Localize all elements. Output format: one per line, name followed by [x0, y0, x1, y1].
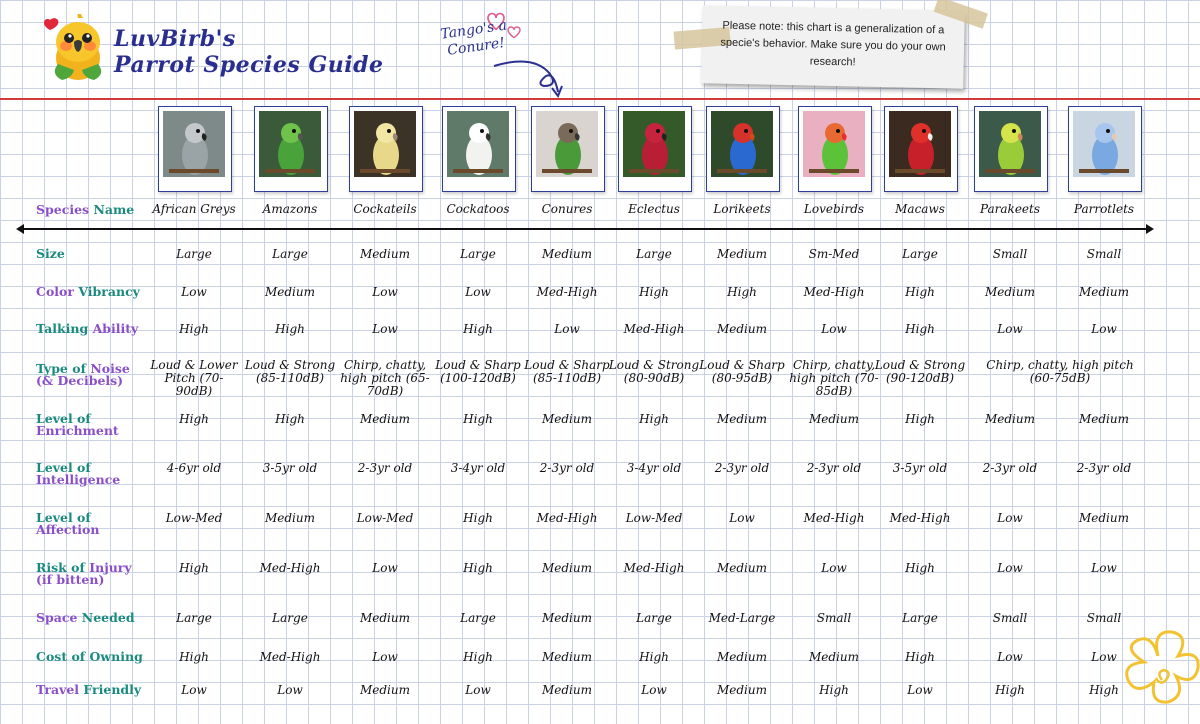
table-cell: Medium [808, 650, 859, 664]
table-cell: Low [1091, 322, 1117, 336]
table-cell: 2-3yr old [1076, 461, 1132, 475]
table-cell: Medium [984, 412, 1035, 426]
row-label-part: Space [36, 610, 78, 625]
parrot-photo-icon [889, 111, 951, 177]
table-cell: 3-4yr old [450, 461, 506, 475]
parrot-photo-icon [979, 111, 1041, 177]
row-label [36, 323, 148, 335]
row-label [36, 462, 148, 486]
species-name: Parakeets [979, 202, 1041, 216]
species-photo [974, 106, 1048, 192]
disclaimer-note [701, 5, 965, 88]
table-cell: 3-5yr old [892, 461, 948, 475]
table-cell: Medium [359, 247, 410, 261]
table-cell: Low [821, 322, 847, 336]
row-label-part: Vibrancy [78, 284, 140, 299]
table-cell: Small [992, 247, 1028, 261]
parrot-photo-icon [536, 111, 598, 177]
table-cell: Medium [716, 683, 767, 697]
table-cell: Medium [1078, 285, 1129, 299]
table-cell: 4-6yr old [166, 461, 222, 475]
row-label [36, 248, 148, 260]
table-cell: High [819, 683, 849, 697]
table-cell: Low [372, 650, 398, 664]
row-label-part: Noise [90, 361, 130, 376]
table-cell: High [727, 285, 757, 299]
table-cell: High [905, 285, 935, 299]
species-photo [798, 106, 872, 192]
row-label-part: (if bitten) [36, 572, 105, 587]
table-cell: Loud & Strong (80-90dB) [608, 358, 700, 385]
table-cell: High [905, 650, 935, 664]
table-cell: Medium [716, 412, 767, 426]
species-photo [884, 106, 958, 192]
table-cell: Low [372, 561, 398, 575]
table-cell: High [275, 322, 305, 336]
table-cell: 3-4yr old [626, 461, 682, 475]
species-photo [442, 106, 516, 192]
parrot-photo-icon [447, 111, 509, 177]
table-cell: Low [641, 683, 667, 697]
table-cell: Low [997, 511, 1023, 525]
parrot-photo-icon [711, 111, 773, 177]
table-cell: Medium [716, 561, 767, 575]
table-cell: High [179, 650, 209, 664]
table-cell: Med-High [623, 322, 685, 336]
table-cell: Loud & Sharp (85-110dB) [524, 358, 610, 385]
row-label-part: (& Decibels) [36, 373, 124, 388]
table-cell: High [995, 683, 1025, 697]
species-name: Parrotlets [1073, 202, 1135, 216]
table-cell: Low-Med [165, 511, 223, 525]
species-name: Cockateils [353, 202, 417, 216]
table-cell: High [179, 322, 209, 336]
red-margin-line [0, 98, 1200, 100]
table-cell: Large [460, 247, 496, 261]
row-label [36, 651, 148, 663]
table-cell: Low [997, 650, 1023, 664]
row-label-part: Injury [89, 560, 132, 575]
table-cell: Medium [984, 285, 1035, 299]
table-cell: Loud & Lower Pitch (70-90dB) [150, 358, 238, 398]
row-label-part: Needed [81, 610, 135, 625]
table-cell: Chirp, chatty, high pitch (70-85dB) [789, 358, 879, 398]
table-cell: High [275, 412, 305, 426]
header-divider [22, 228, 1148, 230]
row-label-part: Level of [36, 460, 91, 475]
table-cell: Large [636, 247, 672, 261]
parrot-photo-icon [259, 111, 321, 177]
row-label-part: Level of [36, 510, 91, 525]
table-cell: Medium [264, 511, 315, 525]
divider-left-arrow-icon [16, 224, 24, 234]
table-cell: High [905, 561, 935, 575]
row-label [36, 562, 148, 586]
table-cell: Med-High [803, 511, 865, 525]
table-cell: High [463, 412, 493, 426]
table-cell: Small [1086, 247, 1122, 261]
row-label-part: Type of [36, 361, 86, 376]
table-cell: Low [465, 683, 491, 697]
row-label [36, 363, 148, 387]
table-cell: Large [902, 611, 938, 625]
parrot-photo-icon [1073, 111, 1135, 177]
row-label-part: Level of [36, 411, 91, 426]
species-name: Eclectus [628, 202, 680, 216]
table-cell: Small [816, 611, 852, 625]
parrot-photo-icon [354, 111, 416, 177]
title-line-2: Parrot Species Guide [114, 52, 384, 78]
table-cell: High [639, 285, 669, 299]
species-photo [254, 106, 328, 192]
species-name: Conures [541, 202, 593, 216]
row-label-part: Size [36, 246, 65, 261]
row-label-part: Ability [92, 321, 139, 336]
row-label-part: Intelligence [36, 472, 121, 487]
divider-right-arrow-icon [1146, 224, 1154, 234]
row-label [36, 612, 148, 624]
table-cell: Large [272, 611, 308, 625]
table-cell: High [463, 650, 493, 664]
table-cell: 2-3yr old [982, 461, 1038, 475]
table-cell: Loud & Strong (85-110dB) [244, 358, 336, 385]
table-cell: Medium [359, 683, 410, 697]
table-cell: High [1089, 683, 1119, 697]
table-cell: Low [729, 511, 755, 525]
table-cell: Low [181, 285, 207, 299]
species-name: African Greys [152, 202, 236, 216]
parrot-photo-icon [623, 111, 685, 177]
table-cell: High [179, 561, 209, 575]
table-cell: Low-Med [625, 511, 683, 525]
table-cell: Low [997, 561, 1023, 575]
species-label-part2: Name [93, 202, 135, 217]
table-cell: High [179, 412, 209, 426]
row-label [36, 413, 148, 437]
table-cell: Medium [541, 561, 592, 575]
table-cell: Low [997, 322, 1023, 336]
disclaimer-text: Please note: this chart is a generalization of a specie's behavior. Make sure you do your own research! [720, 19, 946, 69]
table-cell: Low [372, 285, 398, 299]
row-label [36, 684, 148, 696]
species-name: Lorikeets [713, 202, 771, 216]
species-name-header [36, 202, 134, 217]
table-cell: Medium [541, 683, 592, 697]
table-cell: Medium [541, 247, 592, 261]
table-cell: High [463, 511, 493, 525]
table-cell: Loud & Strong (90-120dB) [874, 358, 966, 385]
tango-note: Tango's a Conure! [439, 17, 508, 59]
table-cell: Med-High [259, 650, 321, 664]
table-cell: Medium [541, 412, 592, 426]
table-cell: 2-3yr old [714, 461, 770, 475]
flower-doodle-icon [1114, 626, 1200, 720]
row-label-part: Friendly [83, 682, 142, 697]
table-cell: Low-Med [356, 511, 414, 525]
species-photo [531, 106, 605, 192]
table-cell: Medium [716, 247, 767, 261]
row-label [36, 286, 148, 298]
parrot-photo-icon [163, 111, 225, 177]
curved-arrow-icon [490, 56, 570, 104]
title-line-1: LuvBirb's [114, 26, 236, 52]
table-cell: Loud & Sharp (100-120dB) [435, 358, 521, 385]
row-label-part: Talking [36, 321, 89, 336]
table-cell: 3-5yr old [262, 461, 318, 475]
species-photo [618, 106, 692, 192]
table-cell: Chirp, chatty, high pitch (65-70dB) [340, 358, 430, 398]
table-cell: Medium [1078, 511, 1129, 525]
table-cell: Medium [359, 611, 410, 625]
table-cell: Medium [541, 650, 592, 664]
table-cell: Low [372, 322, 398, 336]
species-name: Amazons [262, 202, 318, 216]
species-photo [349, 106, 423, 192]
table-cell: Large [272, 247, 308, 261]
table-cell: Small [992, 611, 1028, 625]
table-cell: High [639, 412, 669, 426]
row-label-part: Color [36, 284, 74, 299]
table-cell: Large [176, 611, 212, 625]
table-cell: Med-High [536, 285, 598, 299]
species-name: Lovebirds [803, 202, 865, 216]
table-cell: Med-High [259, 561, 321, 575]
table-cell: Loud & Sharp (80-95dB) [699, 358, 785, 385]
row-label-part: Cost of Owning [36, 649, 143, 664]
table-cell: Low [907, 683, 933, 697]
table-cell: High [639, 650, 669, 664]
table-cell: Med-High [889, 511, 951, 525]
species-label-part1: Species [36, 202, 90, 217]
table-cell: 2-3yr old [806, 461, 862, 475]
species-photo [706, 106, 780, 192]
table-cell: Low [465, 285, 491, 299]
table-cell: Med-High [536, 511, 598, 525]
table-cell: Low [1091, 561, 1117, 575]
table-cell: Large [902, 247, 938, 261]
table-cell: Med-High [803, 285, 865, 299]
row-label [36, 512, 148, 536]
table-cell: Sm-Med [808, 247, 860, 261]
table-cell: 2-3yr old [539, 461, 595, 475]
table-cell: Large [460, 611, 496, 625]
row-label-part: Risk of [36, 560, 85, 575]
species-photo [1068, 106, 1142, 192]
table-cell: Low [1091, 650, 1117, 664]
table-cell: Medium [716, 650, 767, 664]
species-name: Cockatoos [446, 202, 510, 216]
table-cell: Medium [264, 285, 315, 299]
row-label-part: Affection [36, 522, 100, 537]
table-cell: Large [176, 247, 212, 261]
table-cell: Low [181, 683, 207, 697]
table-cell: High [905, 322, 935, 336]
table-cell: Medium [359, 412, 410, 426]
table-cell: Low [554, 322, 580, 336]
page-title [114, 26, 383, 78]
table-cell: Low [821, 561, 847, 575]
parrot-photo-icon [803, 111, 865, 177]
row-label-part: Travel [36, 682, 80, 697]
table-cell: High [463, 561, 493, 575]
table-cell: Large [636, 611, 672, 625]
table-cell: Low [277, 683, 303, 697]
species-name: Macaws [895, 202, 945, 216]
row-label-part: Enrichment [36, 423, 119, 438]
table-cell: Chirp, chatty, high pitch (60-75dB) [986, 358, 1134, 385]
table-cell: Med-Large [708, 611, 776, 625]
table-cell: Medium [541, 611, 592, 625]
table-cell: Small [1086, 611, 1122, 625]
table-cell: Med-High [623, 561, 685, 575]
table-cell: Medium [1078, 412, 1129, 426]
table-cell: High [463, 322, 493, 336]
logo-bird-icon [44, 14, 106, 82]
table-cell: Medium [808, 412, 859, 426]
species-photo [158, 106, 232, 192]
table-cell: Medium [716, 322, 767, 336]
table-cell: High [905, 412, 935, 426]
table-cell: 2-3yr old [357, 461, 413, 475]
